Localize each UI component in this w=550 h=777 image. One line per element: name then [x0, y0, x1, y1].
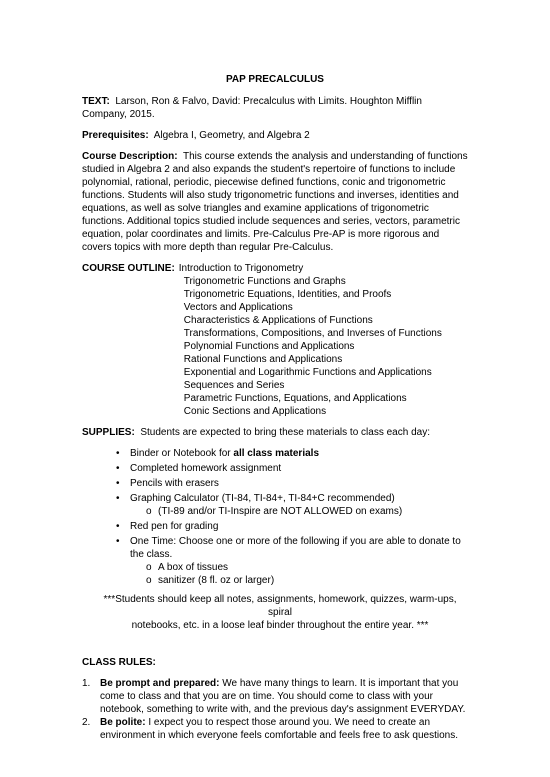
rule-label: Be polite: — [100, 717, 146, 728]
rule-body: I expect you to respect those around you. We need to create an environment in which everyone feels comfortable and feels free to ask questions. — [100, 717, 458, 741]
supplies-list — [82, 447, 468, 587]
supply-item: • Red pen for grading — [116, 520, 468, 533]
supply-subitem: o (TI-89 and/or TI-Inspire are NOT ALLOWED on exams) — [146, 505, 468, 518]
rule-number: 1. — [82, 678, 91, 689]
supply-text: Graphing Calculator (TI-84, TI-84+, TI-84+C recommended) — [130, 493, 395, 504]
outline-item: Conic Sections and Applications — [183, 406, 327, 417]
rule-label: Be prompt and prepared: — [100, 678, 220, 689]
supplies-paragraph — [82, 426, 468, 439]
text-label: TEXT: — [82, 96, 110, 107]
text-body: Larson, Ron & Falvo, David: Precalculus with Limits. Houghton Mifflin Company, 2015. — [82, 96, 422, 120]
rule-body: We have many things to learn. It is important that you come to class and that you are on time. You should come to class with your notebook, something to write with, and the previous day's assignment EVERYDAY. — [100, 678, 466, 715]
course-outline — [82, 262, 468, 418]
supply-item: • Pencils with erasers — [116, 477, 468, 490]
outline-item: Polynomial Functions and Applications — [183, 341, 355, 352]
supply-bold-text: all class materials — [233, 448, 320, 459]
outline-item: Characteristics & Applications of Functions — [183, 315, 373, 326]
supply-subitem: o A box of tissues — [146, 561, 468, 574]
text-paragraph — [82, 95, 468, 121]
course-description-label: Course Description: — [82, 151, 178, 162]
rule-item — [82, 677, 468, 716]
supply-sublist — [130, 505, 468, 518]
page-title: PAP PRECALCULUS — [226, 74, 324, 85]
supply-subitem: o sanitizer (8 fl. oz or larger) — [146, 574, 468, 587]
supplies-intro: Students are expected to bring these materials to class each day: — [140, 427, 430, 438]
prerequisites-paragraph — [82, 129, 468, 142]
outline-item: Parametric Functions, Equations, and Applications — [183, 393, 407, 404]
class-rules-list — [82, 677, 468, 742]
outline-item: Introduction to Trigonometry — [178, 263, 304, 274]
outline-item: Trigonometric Functions and Graphs — [183, 276, 346, 287]
outline-item: Exponential and Logarithmic Functions and Applications — [183, 367, 432, 378]
course-description-body: This course extends the analysis and understanding of functions studied in Algebra 2 and also expands the student's repertoire of functions to include polynomial, rational, periodic, piecewise defined functions, conic and trigonometric functions. Students will also study trigonometric functions and inverses, identities and equations, as well as solve triangles and examine applications of trigonometric functions. Additional topics studied include sequences and series, vectors, parametric equation, polar coordinates and limits. Pre-Calculus Pre-AP is more rigorous and covers topics with more depth than regular Pre-Calculus. — [82, 151, 468, 253]
course-outline-label: COURSE OUTLINE: — [82, 263, 175, 274]
class-rules-heading: CLASS RULES: — [82, 657, 156, 668]
outline-item: Rational Functions and Applications — [183, 354, 343, 365]
outline-item: Vectors and Applications — [183, 302, 293, 313]
outline-item: Trigonometric Equations, Identities, and Proofs — [183, 289, 392, 300]
supply-text: One Time: Choose one or more of the following if you are able to donate to the class. — [130, 536, 461, 560]
course-outline-list — [175, 262, 442, 418]
binder-note — [82, 593, 468, 632]
outline-item: Transformations, Compositions, and Inverses of Functions — [183, 328, 442, 339]
prerequisites-label: Prerequisites: — [82, 130, 149, 141]
course-description-paragraph — [82, 150, 468, 254]
supply-item — [116, 535, 468, 587]
supply-text: Binder or Notebook for — [130, 448, 234, 459]
supply-item — [116, 492, 468, 518]
rule-number: 2. — [82, 717, 91, 728]
binder-note-line: ***Students should keep all notes, assignments, homework, quizzes, warm-ups, spiral — [103, 594, 457, 618]
rule-item — [82, 716, 468, 742]
prerequisites-body: Algebra I, Geometry, and Algebra 2 — [153, 130, 310, 141]
supply-item — [116, 447, 468, 460]
binder-note-line: notebooks, etc. in a loose leaf binder throughout the entire year. *** — [131, 620, 429, 631]
supply-item: • Completed homework assignment — [116, 462, 468, 475]
outline-item: Sequences and Series — [183, 380, 285, 391]
supplies-label: SUPPLIES: — [82, 427, 135, 438]
supply-sublist — [130, 561, 468, 587]
